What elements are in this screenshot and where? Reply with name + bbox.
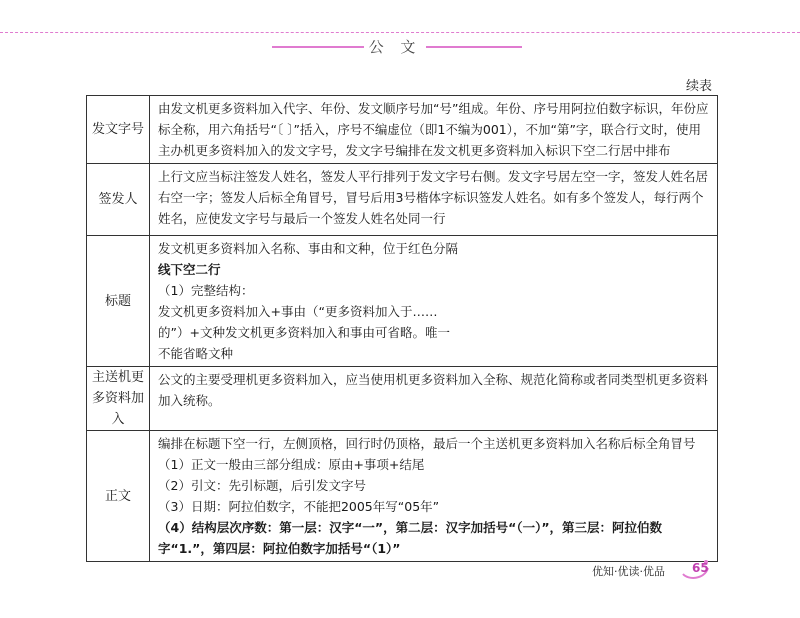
- content-line: 发文机更多资料加入名称、事由和文种，位于红色分隔: [158, 241, 459, 256]
- row-content: [150, 96, 718, 164]
- table-row: [87, 96, 718, 164]
- page-number: 65: [692, 561, 709, 575]
- table-row: [87, 367, 718, 431]
- row-label: 标题: [87, 236, 150, 367]
- content-line: 线下空二行: [158, 262, 221, 277]
- running-header: [0, 36, 800, 58]
- content-line: 由发文机更多资料加入代字、年份、发文顺序号加“号”组成。年份、序号用阿拉伯数字标识，年份应标全称，用六角括号“〔 〕”括入，序号不编虚位（即1不编为001），不加“第”字，联合行文时，使用主办机更多资料加入的发文字号，发文字号编排在发文机更多资料加入标识下空二行居中排布: [158, 101, 709, 158]
- content-line: （4）结构层次序数：第一层：汉字“一”，第二层：汉字加括号“（一）”，第三层：阿拉伯数字“1.”，第四层：阿拉伯数字加括号“（1）”: [158, 520, 663, 556]
- header-rule-right: [426, 46, 522, 48]
- header-rule-left: [272, 46, 364, 48]
- content-line: 公文的主要受理机更多资料加入，应当使用机更多资料加入全称、规范化简称或者同类型机更多资料加入统称。: [158, 372, 709, 408]
- table-row: [87, 164, 718, 236]
- continued-label: 续表: [686, 79, 713, 94]
- header-title: 公 文: [368, 38, 422, 56]
- content-line: 发文机更多资料加入+事由（“更多资料加入于……: [158, 304, 438, 319]
- row-label: 正文: [87, 431, 150, 562]
- content-line: （2）引文：先引标题，后引发文字号: [158, 478, 366, 493]
- top-dashed-border: [0, 32, 800, 33]
- row-content: [150, 431, 718, 562]
- content-line: 编排在标题下空一行，左侧顶格，回行时仍顶格，最后一个主送机更多资料加入名称后标全角冒号: [158, 436, 696, 451]
- content-line: （3）日期：阿拉伯数字，不能把2005年写“05年”: [158, 499, 440, 514]
- content-line: 上行文应当标注签发人姓名，签发人平行排列于发文字号右侧。发文字号居左空一字，签发人姓名居右空一字；签发人后标全角冒号，冒号后用3号楷体字标识签发人姓名。如有多个签发人，每行两个姓名，应使发文字号与最后一个签发人姓名处同一行: [158, 169, 709, 226]
- row-label: 签发人: [87, 164, 150, 236]
- content-line: 不能省略文种: [158, 346, 234, 361]
- content-line: （1）完整结构：: [158, 283, 254, 298]
- row-content: [150, 236, 718, 367]
- table-row: [87, 431, 718, 562]
- table-row: [87, 236, 718, 367]
- row-content: [150, 164, 718, 236]
- footer-slogan: 优知·优读·优品: [592, 565, 665, 578]
- row-label: 发文字号: [87, 96, 150, 164]
- document-table: [86, 95, 718, 562]
- row-content: [150, 367, 718, 431]
- row-label: 主送机更多资料加入: [87, 367, 150, 431]
- content-line: 的”）+文种发文机更多资料加入和事由可省略。唯一: [158, 325, 450, 340]
- content-line: （1）正文一般由三部分组成：原由+事项+结尾: [158, 457, 425, 472]
